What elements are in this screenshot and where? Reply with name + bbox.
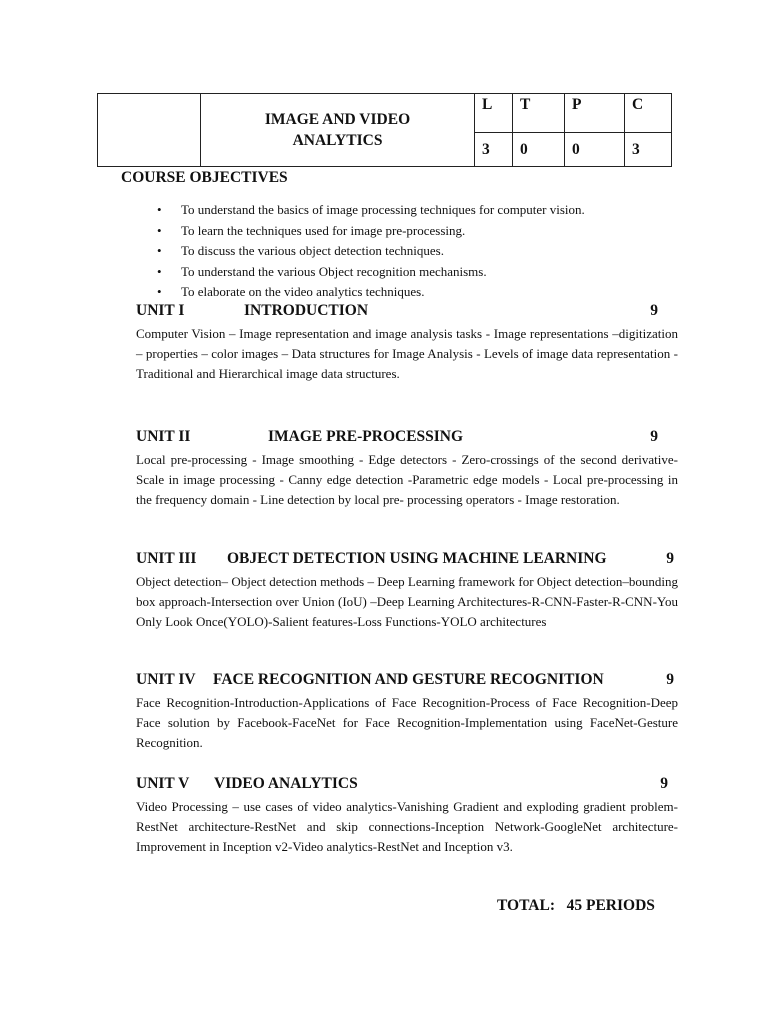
unit-title: FACE RECOGNITION AND GESTURE RECOGNITION xyxy=(213,671,604,688)
unit-heading xyxy=(136,428,678,450)
total-value: 45 PERIODS xyxy=(566,897,655,914)
ltpc-label-t: T xyxy=(513,94,565,133)
unit-2-section xyxy=(136,428,678,510)
unit-heading xyxy=(136,671,678,693)
course-title-line2: ANALYTICS xyxy=(292,132,383,149)
unit-label: UNIT V xyxy=(136,775,190,792)
objectives-list xyxy=(155,200,695,303)
unit-hours: 9 xyxy=(650,302,658,319)
objectives-heading: COURSE OBJECTIVES xyxy=(121,169,288,186)
unit-description: Face Recognition-Introduction-Applications of Face Recognition-Process of Face Recognition-Deep Face solution by Facebook-FaceNet for Face Recognition-Implementation using FaceNet-Gesture Recognition. xyxy=(136,695,678,750)
objective-item: • To understand the various Object recognition mechanisms. xyxy=(155,262,695,283)
unit-title: OBJECT DETECTION USING MACHINE LEARNING xyxy=(227,550,607,567)
unit-label: UNIT I xyxy=(136,302,185,319)
unit-4-section xyxy=(136,671,678,753)
unit-hours: 9 xyxy=(660,775,668,792)
ltpc-value-p: 0 xyxy=(565,133,625,167)
unit-label: UNIT III xyxy=(136,550,197,567)
ltpc-label-l: L xyxy=(475,94,513,133)
total-periods xyxy=(497,897,655,915)
unit-description: Computer Vision – Image representation and image analysis tasks - Image representations –digitization – properties – color images – Data structures for Image Analysis - Levels of image data representation - Traditional and Hierarchical image data structures. xyxy=(136,326,678,381)
unit-title: IMAGE PRE-PROCESSING xyxy=(268,428,464,445)
ltpc-label-c: C xyxy=(625,94,672,133)
unit-description: Video Processing – use cases of video analytics-Vanishing Gradient and exploding gradient problem-RestNet architecture-RestNet and skip connections-Inception Network-GoogleNet architecture-Improvement in Inception v2-Video analytics-RestNet and Inception v3. xyxy=(136,799,678,854)
unit-5-section xyxy=(136,775,678,857)
unit-hours: 9 xyxy=(666,550,674,567)
objective-item: • To understand the basics of image processing techniques for computer vision. xyxy=(155,200,695,221)
unit-3-section xyxy=(136,550,678,632)
unit-label: UNIT II xyxy=(136,428,191,445)
unit-description: Local pre-processing - Image smoothing - Edge detectors - Zero-crossings of the second derivative- Scale in image processing - Canny edge detection -Parametric edge models - Local pre-processing in the frequency domain - Line detection by local pre- processing operators - Image restoration. xyxy=(136,452,678,507)
unit-title: VIDEO ANALYTICS xyxy=(214,775,358,792)
unit-hours: 9 xyxy=(650,428,658,445)
ltpc-label-p: P xyxy=(565,94,625,133)
course-title-line1: IMAGE AND VIDEO xyxy=(264,111,411,128)
objective-item: • To learn the techniques used for image pre-processing. xyxy=(155,221,695,242)
unit-1-section xyxy=(136,302,678,384)
unit-label: UNIT IV xyxy=(136,671,196,688)
course-title-cell xyxy=(201,94,475,167)
total-label: TOTAL: xyxy=(497,897,555,914)
ltpc-value-t: 0 xyxy=(513,133,565,167)
unit-hours: 9 xyxy=(666,671,674,688)
ltpc-value-l: 3 xyxy=(475,133,513,167)
objective-item: • To elaborate on the video analytics techniques. xyxy=(155,282,695,303)
unit-description: Object detection– Object detection methods – Deep Learning framework for Object detection–bounding box approach-Intersection over Union (IoU) –Deep Learning Architectures-R-CNN-Faster-R-CNN-You Only Look Once(YOLO)-Salient features-Loss Functions-YOLO architectures xyxy=(136,574,678,629)
objective-item: • To discuss the various object detection techniques. xyxy=(155,241,695,262)
unit-title: INTRODUCTION xyxy=(244,302,369,319)
unit-heading xyxy=(136,302,678,324)
course-header-table xyxy=(97,93,672,167)
course-code-cell xyxy=(98,94,201,167)
unit-heading xyxy=(136,775,678,797)
unit-heading xyxy=(136,550,678,572)
ltpc-value-c: 3 xyxy=(625,133,672,167)
